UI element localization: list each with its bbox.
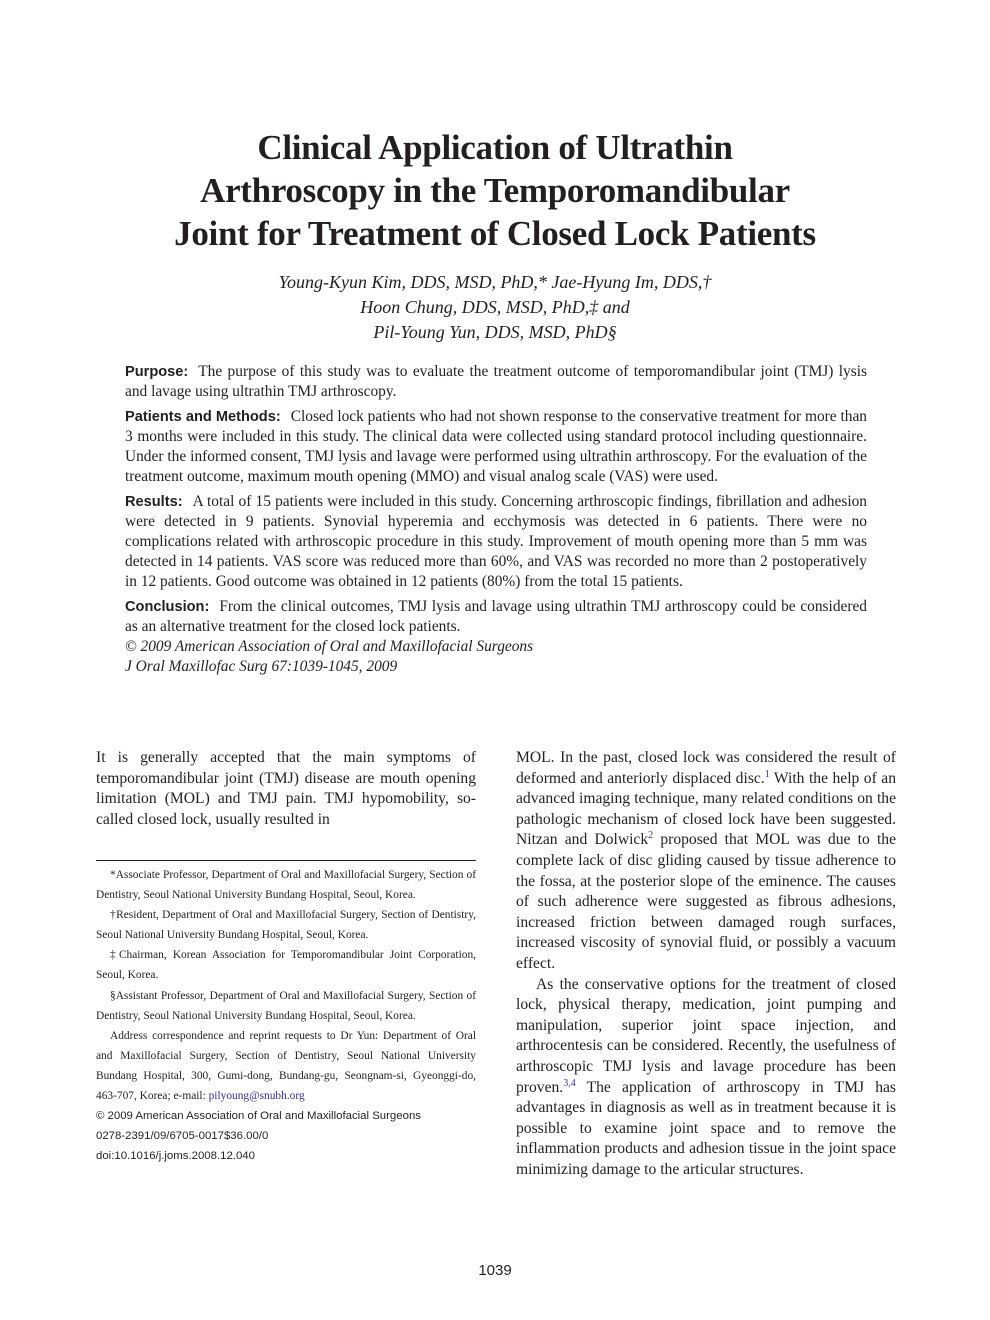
- footnote-affiliation: *Associate Professor, Department of Oral and Maxillofacial Surgery, Section of Dentistry, Seoul National University Bundang Hospital, Seoul, Korea.: [96, 869, 476, 902]
- abstract-copyright: © 2009 American Association of Oral and Maxillofacial Surgeons: [125, 638, 534, 655]
- body-paragraph: [516, 748, 896, 975]
- body-text: With the help of an advanced imaging technique, many related conditions on the pathologic mechanism of closed lock have been suggested. Nitzan and Dolwick: [516, 769, 896, 849]
- pub-issn: 0278-2391/09/6705-0017$36.00/0: [96, 1130, 269, 1143]
- footnotes: [96, 865, 476, 1166]
- author-line: Hoon Chung, DDS, MSD, PhD,‡ and: [360, 297, 630, 317]
- author-line: Pil-Young Yun, DDS, MSD, PhD§: [373, 322, 617, 342]
- abstract-conclusion: [125, 597, 867, 637]
- author-list: [150, 270, 840, 345]
- methods-text: Closed lock patients who had not shown response to the conservative treatment for more than 3 months were included in this study. The clinical data were collected using standard protocol including questionnaire. Under the informed consent, TMJ lysis and lavage were performed using ultrathin arthroscopy. For the evaluation of the treatment outcome, maximum mouth opening (MMO) and visual analog scale (VAS) were used.: [125, 407, 867, 486]
- results-text: A total of 15 patients were included in this study. Concerning arthroscopic findings, fibrillation and adhesion were detected in 9 patients. Synovial hyperemia and ecchymosis was detected in 6 patients. There were no complications related with arthroscopic procedure in this study. Improvement of mouth opening more than 5 mm was detected in 14 patients. VAS score was reduced more than 60%, and VAS was recorded no more than 2 postoperatively in 12 patients. Good outcome was obtained in 12 patients (80%) from the total 15 patients.: [125, 492, 867, 591]
- pub-copyright: © 2009 American Association of Oral and Maxillofacial Surgeons: [96, 1110, 421, 1123]
- publication-info: [96, 1106, 476, 1166]
- conclusion-label: Conclusion:: [125, 598, 210, 615]
- body-text: As the conservative options for the treatment of closed lock, physical therapy, medication, joint pumping and manipulation, superior joint space injection, and arthrocentesis can be considered. Recently, the usefulness of arthroscopic TMJ lysis and lavage procedure has been proven.: [516, 975, 896, 1096]
- body-text: proposed that MOL was due to the complete lack of disc gliding caused by tissue adherence to the fossa, at the posterior slope of the eminence. The causes of such adherence were suggested as fibrous adhesions, increased friction between damaged rough surfaces, increased viscosity of synovial fluid, or possibly a vacuum effect.: [516, 831, 896, 972]
- conclusion-text: From the clinical outcomes, TMJ lysis and lavage using ultrathin TMJ arthroscopy could be considered as an alternative treatment for the closed lock patients.: [125, 597, 867, 635]
- abstract-methods: [125, 407, 867, 487]
- footnote-affiliation: †Resident, Department of Oral and Maxillofacial Surgery, Section of Dentistry, Seoul National University Bundang Hospital, Seoul, Korea.: [96, 909, 476, 942]
- body-column-left: [96, 748, 476, 830]
- email-link[interactable]: pilyoung@snubh.org: [208, 1090, 305, 1103]
- purpose-label: Purpose:: [125, 364, 189, 380]
- article-title: [60, 126, 930, 255]
- abstract-purpose: [125, 362, 867, 402]
- results-label: Results:: [125, 493, 183, 510]
- abstract: [125, 362, 867, 677]
- title-line: Arthroscopy in the Temporomandibular: [200, 171, 790, 210]
- methods-label: Patients and Methods:: [125, 408, 281, 425]
- title-line: Clinical Application of Ultrathin: [257, 128, 733, 167]
- citation-ref[interactable]: 2: [648, 830, 654, 842]
- body-column-right: [516, 748, 896, 1180]
- page-number: 1039: [478, 1262, 512, 1279]
- footnote-address: [96, 1026, 476, 1106]
- footnote-affiliation: §Assistant Professor, Department of Oral and Maxillofacial Surgery, Section of Dentistry, Seoul National University Bundang Hospital, Seoul, Korea.: [96, 989, 476, 1022]
- body-paragraph: [516, 975, 896, 1181]
- author-line: Young-Kyun Kim, DDS, MSD, PhD,* Jae-Hyung Im, DDS,†: [278, 272, 712, 292]
- purpose-text: The purpose of this study was to evaluate the treatment outcome of temporomandibular joint (TMJ) lysis and lavage using ultrathin TMJ arthroscopy.: [125, 363, 867, 401]
- body-text: MOL. In the past, closed lock was considered the result of deformed and anteriorly displaced disc.: [516, 749, 896, 787]
- pub-doi: doi:10.1016/j.joms.2008.12.040: [96, 1150, 255, 1163]
- abstract-results: [125, 492, 867, 592]
- title-line: Joint for Treatment of Closed Lock Patients: [174, 214, 816, 253]
- body-paragraph: It is generally accepted that the main symptoms of temporomandibular joint (TMJ) disease are mouth opening limitation (MOL) and TMJ pain. TMJ hypomobility, so-called closed lock, usually resulted in: [96, 749, 476, 828]
- footnote-divider: [96, 860, 476, 861]
- footnote-affiliation: ‡Chairman, Korean Association for Temporomandibular Joint Corporation, Seoul, Korea.: [96, 949, 476, 982]
- abstract-citation: J Oral Maxillofac Surg 67:1039-1045, 2009: [125, 658, 398, 676]
- citation-ref[interactable]: 3,4: [563, 1077, 576, 1089]
- citation-ref[interactable]: 1: [764, 768, 770, 780]
- body-text: The application of arthroscopy in TMJ has advantages in diagnosis as well as in treatment because it is possible to examine joint space and to remove the inflammation products and adhesion tissue in the joint space minimizing damage to the articular structures.: [516, 1078, 896, 1178]
- address-text: Address correspondence and reprint requests to Dr Yun: Department of Oral and Maxillofacial Surgery, Section of Dentistry, Seoul National University Bundang Hospital, 300, Gumi-dong, Bundang-gu, Seongnam-si, Gyeonggi-do, 463-707, Korea; e-mail:: [96, 1029, 476, 1103]
